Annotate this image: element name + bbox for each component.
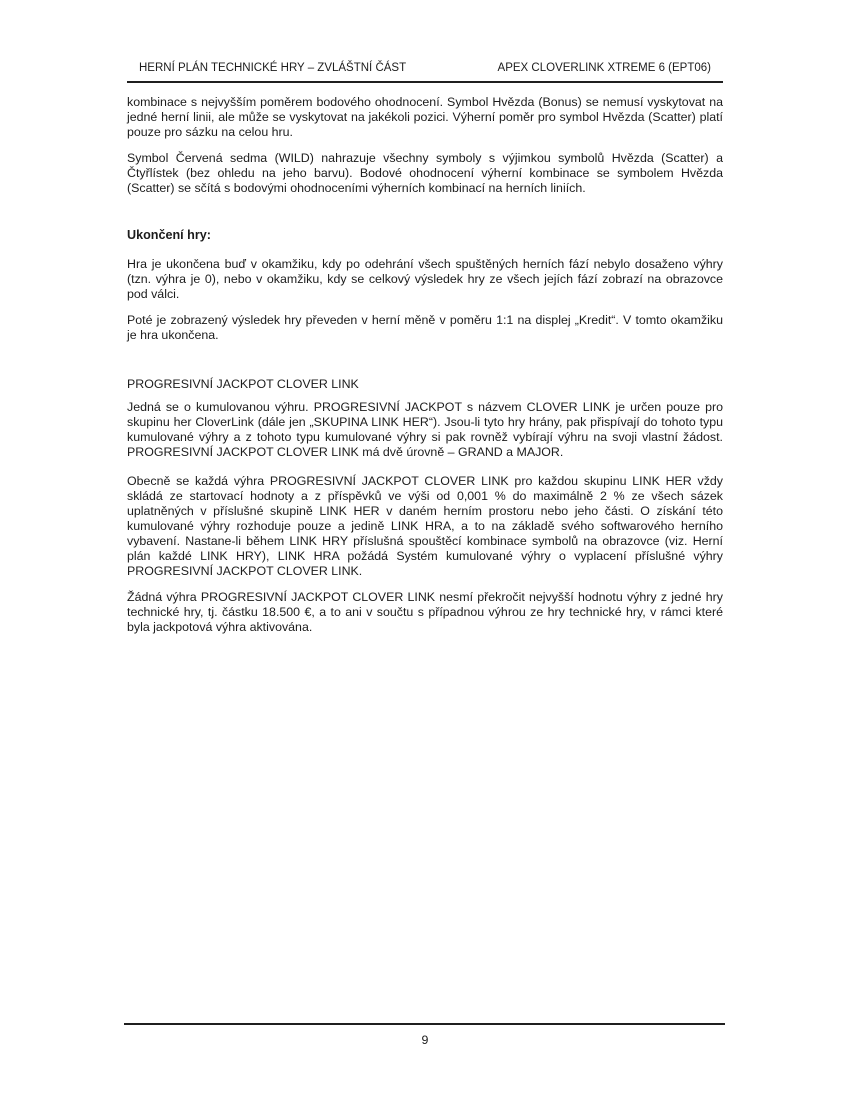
intro-paragraph-2: Symbol Červená sedma (WILD) nahrazuje všechny symboly s výjimkou symbolů Hvězda (Scatter) a Čtyřlístek (bez ohledu na jeho barvu). Bodové ohodnocení výherní kombinace se symbolem Hvězda (Scatter) se sčítá s bodovými ohodnoceními výherních kombinací na herních liniích. (127, 151, 723, 195)
page-number: 9 (421, 1033, 429, 1047)
section-heading-progressive-jackpot: PROGRESIVNÍ JACKPOT CLOVER LINK (127, 377, 359, 391)
section-heading-game-end: Ukončení hry: (127, 228, 211, 242)
intro-paragraph-1: kombinace s nejvyšším poměrem bodového ohodnocení. Symbol Hvězda (Bonus) se nemusí vyskytovat na jedné herní linii, ale může se vyskytovat na jakékoli pozici. Výherní poměr pro symbol Hvězda (Scatter) platí pouze pro sázku na celou hru. (127, 95, 723, 139)
footer-divider (124, 1023, 725, 1025)
header-left-title: HERNÍ PLÁN TECHNICKÉ HRY – ZVLÁŠTNÍ ČÁST (139, 62, 407, 74)
header-divider (127, 81, 723, 83)
jackpot-paragraph-3: Žádná výhra PROGRESIVNÍ JACKPOT CLOVER LINK nesmí překročit nejvyšší hodnotu výhry z jedné hry technické hry, tj. částku 18.500 €, a to ani v součtu s případnou výhrou ze hry technické hry, v rámci které byla jackpotová výhra aktivována. (127, 590, 723, 634)
header-right-title: APEX CLOVERLINK XTREME 6 (EPT06) (497, 62, 711, 74)
document-content (127, 95, 723, 646)
game-end-paragraph-2: Poté je zobrazený výsledek hry převeden v herní měně v poměru 1:1 na displej „Kredit“. V tomto okamžiku je hra ukončena. (127, 313, 723, 342)
game-end-paragraph-1: Hra je ukončena buď v okamžiku, kdy po odehrání všech spuštěných herních fází nebylo dosaženo výhry (tzn. výhra je 0), nebo v okamžiku, kdy se celkový výsledek hry ze všech jejích fází zobrazí na obrazovce pod válci. (127, 257, 723, 301)
jackpot-paragraph-2: Obecně se každá výhra PROGRESIVNÍ JACKPOT CLOVER LINK pro každou skupinu LINK HER vždy skládá ze startovací hodnoty a z příspěvků ve výši od 0,001 % do maximálně 2 % ze všech sázek uplatněných v příslušné skupině LINK HER v daném herním prostoru nebo jeho části. O získání této kumulované výhry rozhoduje pouze a jedině LINK HRA, a to na základě svého softwarového herního vybavení. Nastane-li během LINK HRY příslušná spouštěcí kombinace symbolů na obrazovce (viz. Herní plán každé LINK HRY), LINK HRA požádá Systém kumulované výhry o vyplacení příslušné výhry PROGRESIVNÍ JACKPOT CLOVER LINK. (127, 474, 723, 578)
jackpot-paragraph-1: Jedná se o kumulovanou výhru. PROGRESIVNÍ JACKPOT s názvem CLOVER LINK je určen pouze pro skupinu her CloverLink (dále jen „SKUPINA LINK HER“). Jsou-li tyto hry hrány, pak přispívají do tohoto typu kumulované výhry a z tohoto typu kumulované výhry si pak rovněž vybírají výhru na svoji vlastní žádost. PROGRESIVNÍ JACKPOT CLOVER LINK má dvě úrovně – GRAND a MAJOR. (127, 400, 723, 459)
page-header (127, 61, 723, 75)
